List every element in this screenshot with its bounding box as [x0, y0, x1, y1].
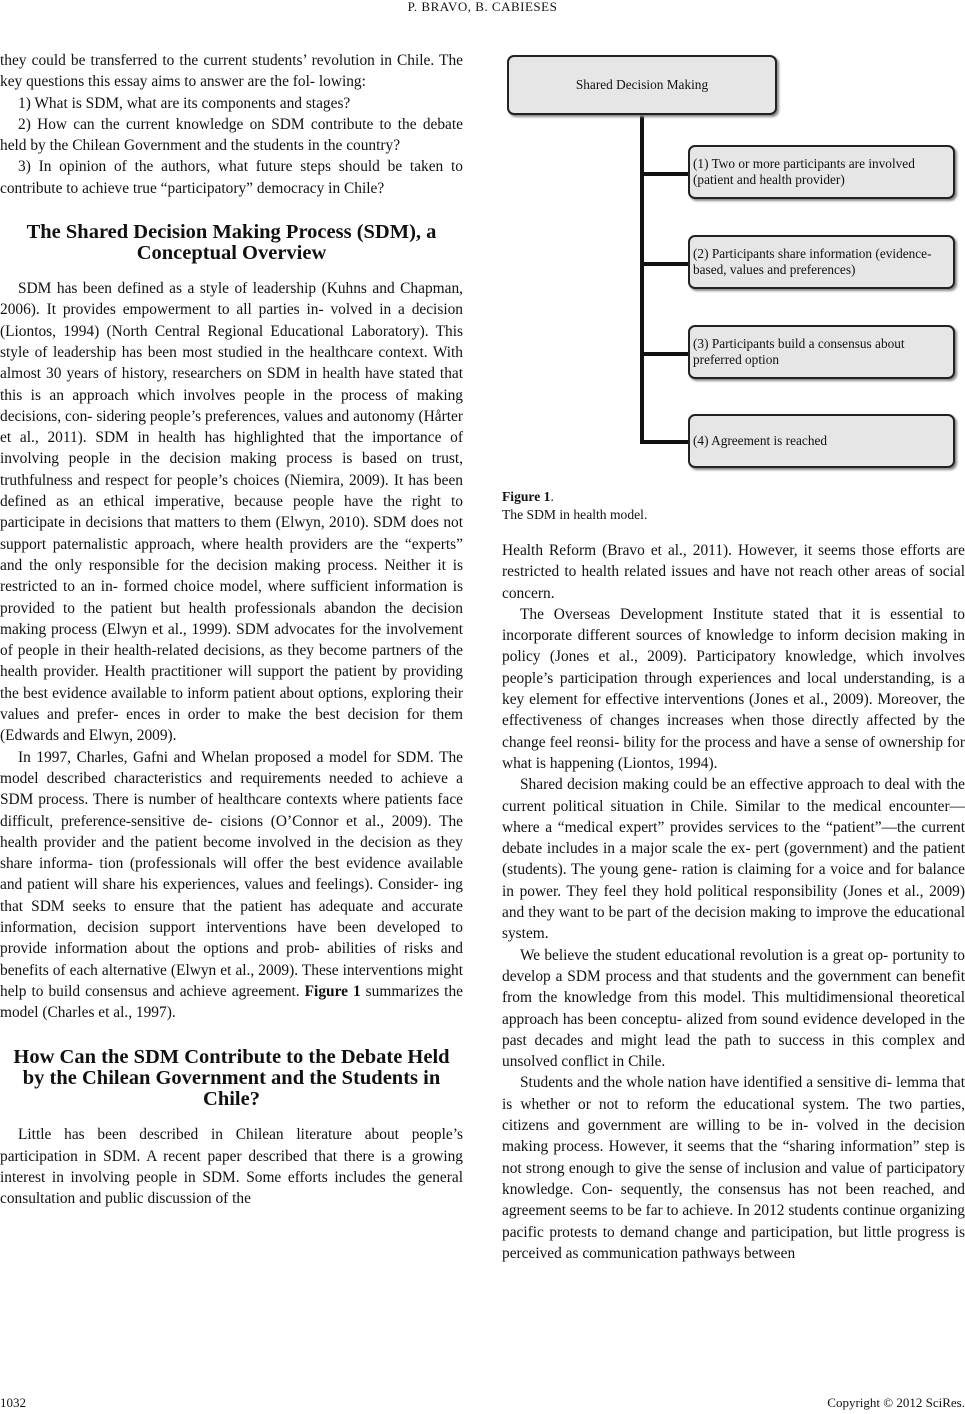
copyright-notice: Copyright © 2012 SciRes.: [827, 1395, 965, 1410]
question-item: 3) In opinion of the authors, what future steps should be taken to contribute to achieve true “participatory” democracy in Chile?: [0, 158, 463, 197]
left-column: [0, 50, 463, 1210]
question-item: 2) How can the current knowledge on SDM contribute to the debate held by the Chilean Government and the students in the country?: [0, 115, 463, 155]
body-paragraph: Little has been described in Chilean literature about people’s participation in SDM. A recent paper described that there is a growing interest in involving people in SDM. Some efforts includes the general consultation and public discussion of the: [0, 1126, 463, 1208]
caption-label: Figure 1: [502, 489, 551, 504]
body-paragraph: Shared decision making could be an effective approach to deal with the current political situation in Chile. Similar to the medical encounter—where a “medical expert” provides services to the “patient”—the current debate includes in a major scale the ex- pert (government) and the patient (students). The young gene- ration is claiming for a voice and for balance in power. They feel they hold political responsibility (Jones et al., 2009) and they want to be part of the decision making to improve the educational system.: [502, 776, 965, 943]
right-column: [502, 540, 965, 1264]
caption-text: The SDM in health model.: [502, 507, 648, 522]
figure-step-box: (1) Two or more participants are involved (patient and health provider): [688, 145, 955, 199]
section-heading: The Shared Decision Making Process (SDM), a Conceptual Overview: [26, 221, 437, 265]
body-paragraph: SDM has been defined as a style of leadership (Kuhns and Chapman, 2006). It provides empowerment to all parties in- volved in a decision (Liontos, 1994) (North Central Regional Educational Laboratory). This style of leadership has been most studied in the healthcare context. With almost 30 years of history, researchers on SDM in health have stated that this is an approach which involves people in the process of making decisions, con- sidering people’s preferences, values and autonomy (Hårter et al., 2011). SDM in health has highlighted that the importance of involving people in the decision making process is based on trust, truthfulness and respect for people’s choices (Niemira, 2009). It has been defined as an ethical imperative, because people have the right to participate in decisions that matters to them (Elwyn, 2010). SDM does not support paternalistic approach, where health providers are the “experts” and the only responsible for the decision making process. Neither it is restricted to an in- formed choice model, where sufficient information is provided to the patient but health professionals abandon the decision making process (Elwyn et al., 1999). SDM advocates for the involvement of people in their health-related decisions, as they become partners of the health provider. Health practitioner will support the patient by providing the best evidence available to inform patient about options, exploring their values and prefer- ences in order to make the best decision for them (Edwards and Elwyn, 2009).: [0, 280, 463, 745]
body-paragraph: [0, 747, 463, 1024]
question-item: 1) What is SDM, what are its components and stages?: [18, 94, 351, 112]
page-number: 1032: [0, 1395, 26, 1410]
figure-step-box: (4) Agreement is reached: [688, 414, 955, 468]
body-paragraph: The Overseas Development Institute stated that it is essential to incorporate different sources of knowledge to inform decision making in policy (Jones et al., 2009). Participatory knowledge, which involves people’s participation through experiences and local understanding, is a key element for effective interventions (Jones et al., 2009). Moreover, the effectiveness of changes increases when those directly affected by the change feel reonsi- bility for the process and have a sense of ownership for what is happening (Liontos, 1994).: [502, 605, 965, 772]
figure-caption: [502, 488, 647, 524]
paragraph-text: In 1997, Charles, Gafni and Whelan proposed a model for SDM. The model described characteristics and requirements needed to achieve a SDM process. There is number of healthcare contexts where patients face difficult, preference-sensitive de- cisions (O’Connor et al., 2009). The health provider and the patient become involved in the decision as they share informa- tion (professionals will offer the best evidence available and patient will share his experiences, values and feelings). Consider- ing that SDM seeks to ensure that the patient has adequate and accurate information, decision support interventions have been developed to provide information about the options and prob- abilities of risks and benefits of each alternative (Elwyn et al., 2009). These interventions might help to build consensus and achieve agreement.: [0, 748, 463, 1000]
sdm-figure: [502, 52, 965, 482]
caption-period: .: [550, 489, 554, 504]
body-paragraph: We believe the student educational revolution is a great op- portunity to develop a SDM process and that students and the government can benefit from the knowledge from this model. This multidimensional theoretical approach has been conceptu- alized from sound evidence developed in the past decades and might lead the path to success in this complex and unsolved conflict in Chile.: [502, 946, 965, 1071]
body-paragraph: Health Reform (Bravo et al., 2011). However, it seems those efforts are restricted to health related issues and have not reach other areas of social concern.: [502, 542, 965, 602]
figure-step-box: (3) Participants build a consensus about preferred option: [688, 325, 955, 379]
running-header: P. BRAVO, B. CABIESES: [407, 0, 558, 14]
figure-top-box: Shared Decision Making: [507, 55, 777, 115]
section-heading: How Can the SDM Contribute to the Debate Held by the Chilean Government and the Students in Chile?: [13, 1046, 450, 1111]
intro-paragraph: they could be transferred to the current students’ revolution in Chile. The key questions this essay aims to answer are the fol- lowing:: [0, 52, 463, 91]
body-paragraph: Students and the whole nation have identified a sensitive di- lemma that is whether or not to reform the educational system. The two parties, citizens and government are willing to be in- volved in the decision making process. However, it seems that the “sharing information” step is not strong enough to give the sense of inclusion and value of participatory knowledge. Con- sequently, the consensus has not been reached, and agreement seems to be far to achieve. In 2012 students continue organizing pacific protests to demand change and participation, but little progress is perceived as communication pathways between: [502, 1074, 965, 1262]
figure-step-box: (2) Participants share information (evidence-based, values and preferences): [688, 235, 955, 289]
figure-reference[interactable]: Figure 1: [304, 982, 361, 1000]
paragraph-text: summarizes the model (Charles et al., 1997).: [0, 982, 463, 1022]
key-questions-list: [0, 93, 463, 199]
